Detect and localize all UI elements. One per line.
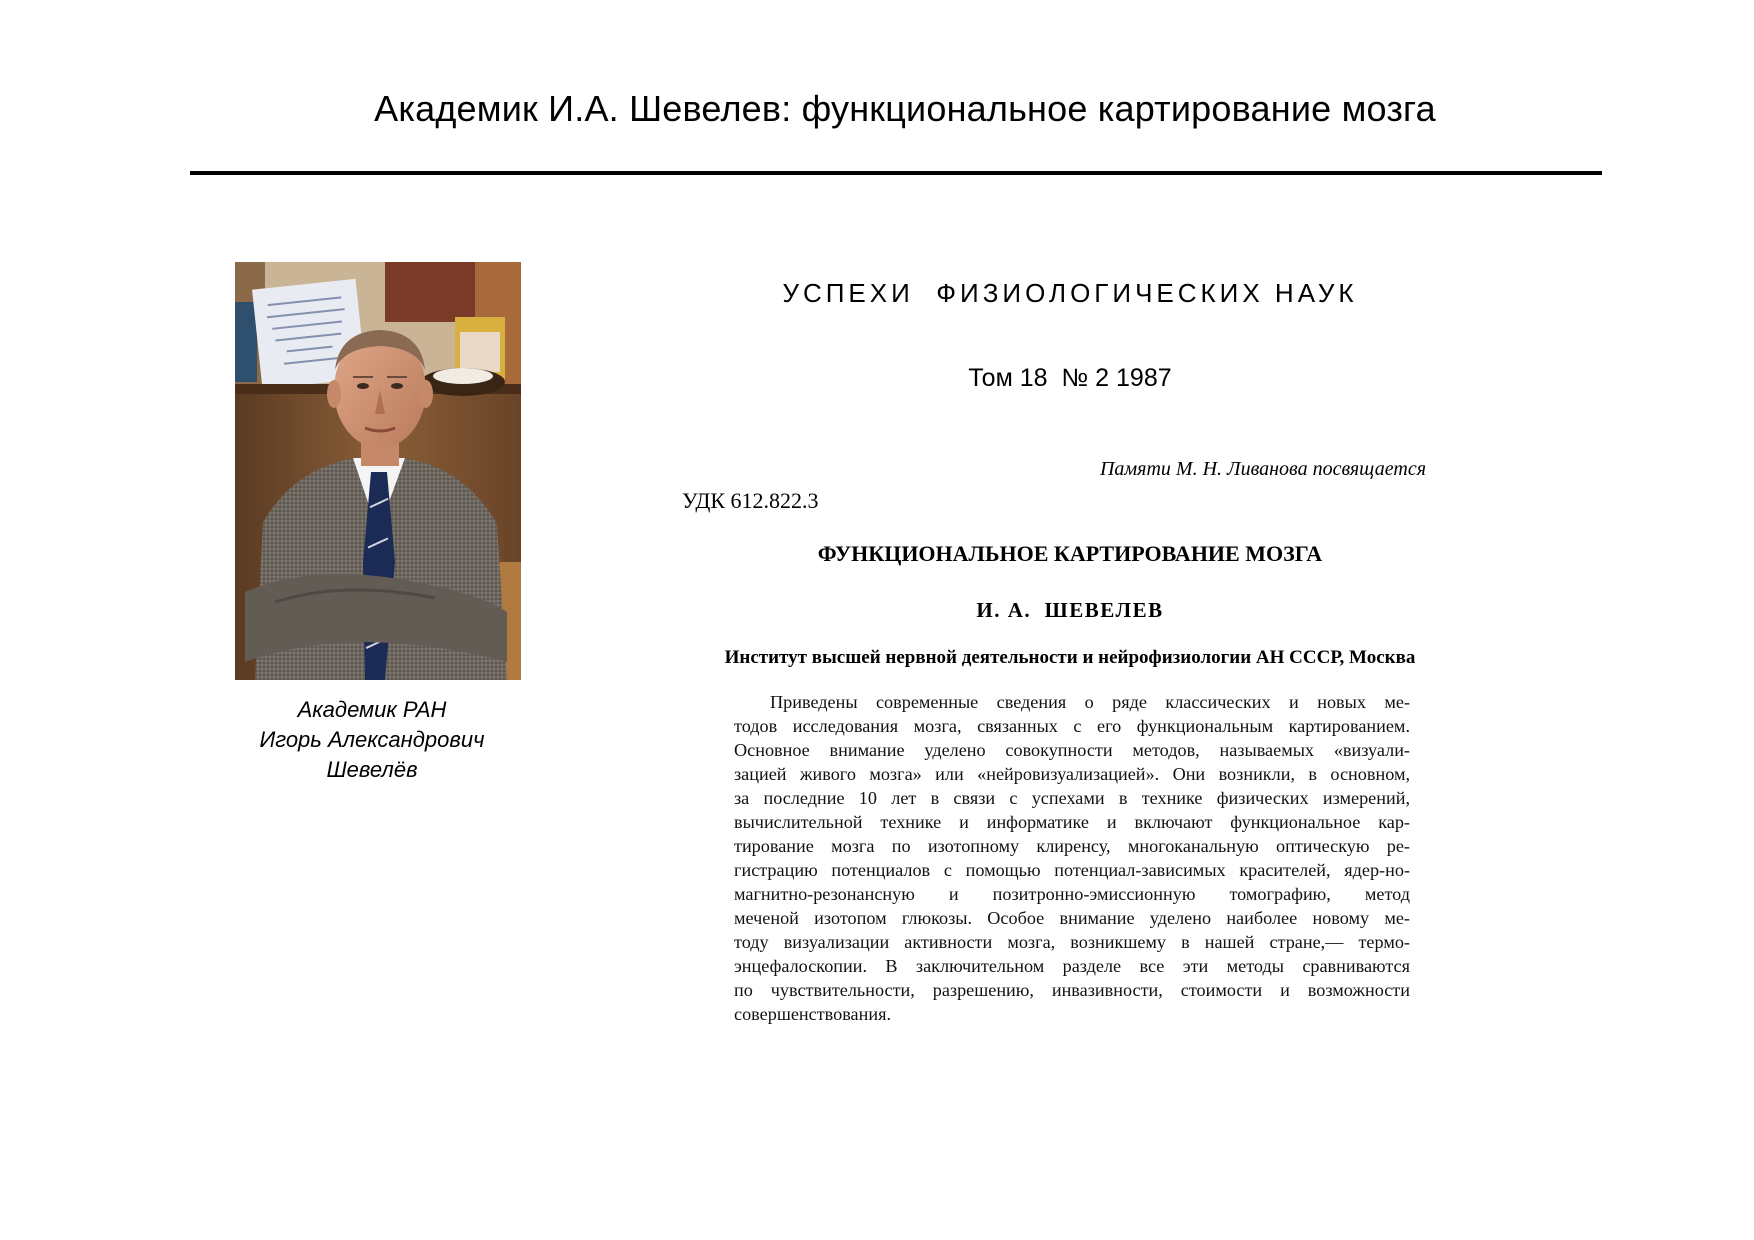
article-title: ФУНКЦИОНАЛЬНОЕ КАРТИРОВАНИЕ МОЗГА (817, 541, 1323, 566)
dedication: Памяти М. Н. Ливанова посвящается (1099, 458, 1426, 480)
abstract-line: гистрацию потенциалов с помощью потенциал-зависимых красителей, ядер-но- (734, 860, 1410, 880)
article-author: И. А. ШЕВЕЛЕВ (976, 598, 1164, 622)
photo-caption (215, 695, 529, 785)
abstract-line: Основное внимание уделено совокупности методов, называемых «визуали- (734, 740, 1410, 760)
abstract-line: тирование мозга по изотопному клиренсу, многоканальную оптическую ре- (734, 836, 1410, 856)
udk-code: УДК 612.822.3 (682, 488, 819, 513)
abstract-line: за последние 10 лет в связи с успехами в технике физических измерений, (734, 788, 1410, 808)
caption-surname: Шевелёв (326, 757, 418, 782)
abstract-line: вычислительной технике и информатике и включают функциональное кар- (734, 812, 1410, 832)
abstract-line: зацией живого мозга» или «нейровизуализацией». Они возникли, в основном, (734, 764, 1410, 784)
abstract-line: по чувствительности, разрешению, инвазивности, стоимости и возможности (734, 980, 1410, 1000)
journal-name: УСПЕХИ ФИЗИОЛОГИЧЕСКИХ НАУК (782, 278, 1358, 308)
caption-title: Академик РАН (297, 697, 447, 722)
title-divider (190, 171, 1602, 175)
slide-title: Академик И.А. Шевелев: функциональное картирование мозга (374, 88, 1436, 129)
caption-first-names: Игорь Александрович (259, 727, 485, 752)
abstract-line: совершенствования. (734, 1004, 892, 1024)
abstract-line: тодов исследования мозга, связанных с его функциональным картированием. (734, 716, 1410, 736)
abstract-line: Приведены современные сведения о ряде классических и новых ме- (770, 692, 1410, 712)
abstract-line: магнитно-резонансную и позитронно-эмиссионную томографию, метод (734, 884, 1410, 904)
abstract-line: меченой изотопом глюкозы. Особое внимание уделено наиболее новому ме- (734, 908, 1410, 928)
abstract-line: тоду визуализации активности мозга, возникшему в нашей стране,— термо- (734, 932, 1410, 952)
article-abstract (734, 690, 1410, 1026)
author-institute: Институт высшей нервной деятельности и нейрофизиологии АН СССР, Москва (724, 647, 1416, 668)
portrait-photo (235, 262, 521, 680)
journal-issue: Том 18 № 2 1987 (968, 364, 1172, 392)
abstract-line: энцефалоскопии. В заключительном разделе все эти методы сравниваются (734, 956, 1410, 976)
